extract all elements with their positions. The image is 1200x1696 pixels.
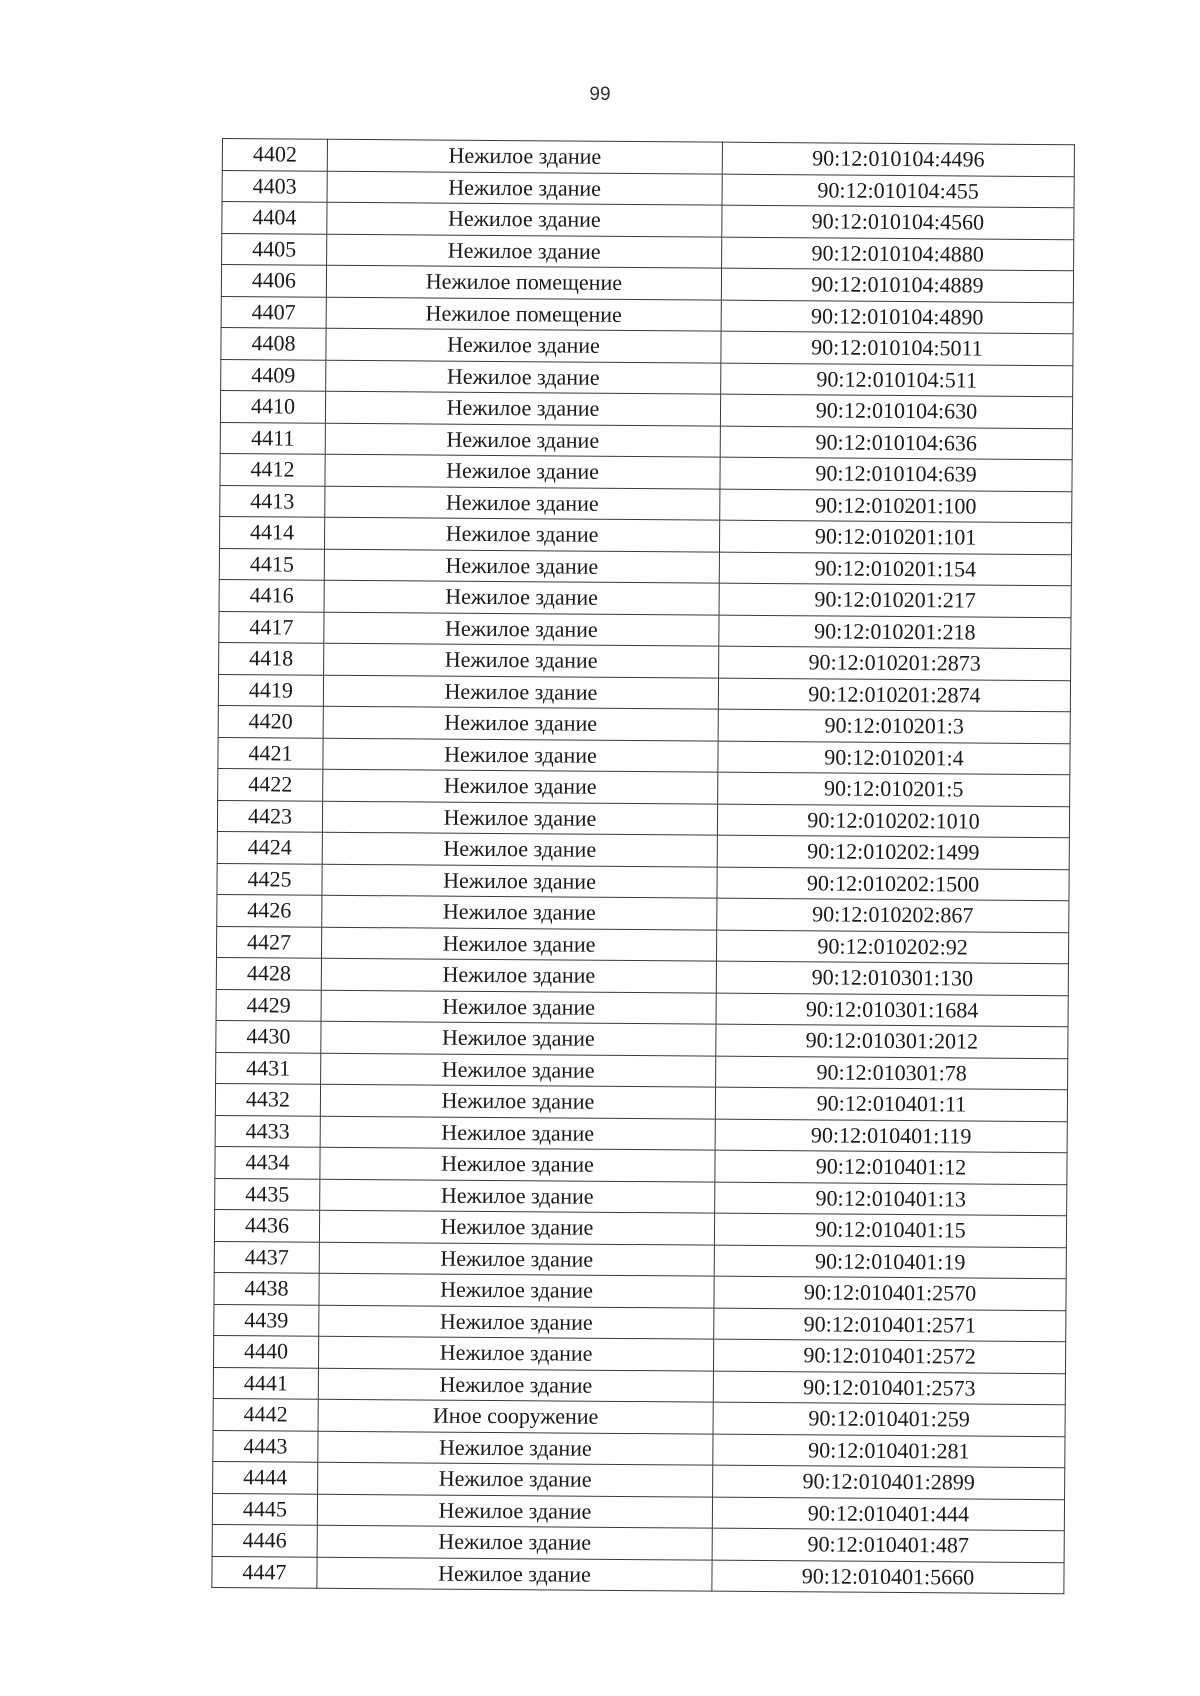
object-type-cell: Нежилое здание [318,1431,713,1465]
row-number-cell: 4429 [216,989,321,1021]
row-number-cell: 4437 [214,1241,319,1273]
object-type-cell: Нежилое здание [321,1053,716,1087]
cadastral-number-cell: 90:12:010104:639 [720,457,1072,491]
object-type-cell: Нежилое здание [322,832,717,866]
cadastral-number-cell: 90:12:010401:19 [714,1245,1066,1279]
cadastral-number-cell: 90:12:010202:92 [716,930,1068,964]
object-type-cell: Иное сооружение [318,1399,713,1433]
cadastral-number-cell: 90:12:010301:1684 [716,993,1068,1027]
row-number-cell: 4413 [220,485,325,517]
row-number-cell: 4430 [216,1020,321,1052]
cadastral-number-cell: 90:12:010201:218 [719,615,1071,649]
cadastral-number-cell: 90:12:010104:4880 [722,237,1074,271]
row-number-cell: 4444 [213,1461,318,1493]
object-type-cell: Нежилое здание [320,1147,715,1181]
object-type-cell: Нежилое здание [317,1494,712,1528]
object-type-cell: Нежилое здание [319,1210,714,1244]
object-type-cell: Нежилое здание [323,706,718,740]
row-number-cell: 4431 [216,1052,321,1084]
cadastral-number-cell: 90:12:010301:78 [716,1056,1068,1090]
cadastral-number-cell: 90:12:010201:101 [719,520,1071,554]
row-number-cell: 4411 [220,422,325,454]
object-type-cell: Нежилое здание [319,1242,714,1276]
row-number-cell: 4432 [215,1083,320,1115]
row-number-cell: 4418 [219,642,324,674]
row-number-cell: 4419 [218,674,323,706]
row-number-cell: 4425 [217,863,322,895]
object-type-cell: Нежилое здание [321,927,716,961]
cadastral-number-cell: 90:12:010201:100 [720,489,1072,523]
cadastral-number-cell: 90:12:010202:1500 [717,867,1069,901]
row-number-cell: 4415 [219,548,324,580]
row-number-cell: 4412 [220,453,325,485]
cadastral-number-cell: 90:12:010201:154 [719,552,1071,586]
cadastral-number-cell: 90:12:010201:2874 [718,678,1070,712]
cadastral-number-cell: 90:12:010202:1010 [717,804,1069,838]
cadastral-number-cell: 90:12:010401:2572 [713,1339,1065,1373]
cadastral-number-cell: 90:12:010104:5011 [721,331,1073,365]
cadastral-number-cell: 90:12:010201:217 [719,583,1071,617]
object-type-cell: Нежилое здание [320,1116,715,1150]
table-row [212,1556,1064,1594]
object-type-cell: Нежилое здание [318,1368,713,1402]
cadastral-number-cell: 90:12:010401:119 [715,1119,1067,1153]
cadastral-number-cell: 90:12:010104:630 [720,394,1072,428]
row-number-cell: 4434 [215,1146,320,1178]
object-type-cell: Нежилое здание [318,1336,713,1370]
object-type-cell: Нежилое помещение [326,265,721,299]
cadastral-number-cell: 90:12:010104:4889 [721,268,1073,302]
row-number-cell: 4435 [215,1178,320,1210]
object-type-cell: Нежилое здание [324,643,719,677]
object-type-cell: Нежилое здание [325,454,720,488]
object-type-cell: Нежилое здание [317,1525,712,1559]
row-number-cell: 4409 [221,359,326,391]
cadastral-number-cell: 90:12:010201:2873 [719,646,1071,680]
cadastral-number-cell: 90:12:010104:511 [721,363,1073,397]
row-number-cell: 4402 [222,139,327,171]
row-number-cell: 4414 [219,516,324,548]
object-type-cell: Нежилое здание [325,423,720,457]
cadastral-number-cell: 90:12:010201:3 [718,709,1070,743]
cadastral-number-cell: 90:12:010401:12 [715,1150,1067,1184]
cadastral-number-cell: 90:12:010401:2570 [714,1276,1066,1310]
object-type-cell: Нежилое здание [327,139,722,173]
cadastral-number-cell: 90:12:010202:867 [717,898,1069,932]
row-number-cell: 4436 [214,1209,319,1241]
cadastral-number-cell: 90:12:010301:2012 [716,1024,1068,1058]
row-number-cell: 4407 [221,296,326,328]
object-type-cell: Нежилое здание [323,769,718,803]
cadastral-number-cell: 90:12:010104:4560 [722,205,1074,239]
object-type-cell: Нежилое здание [327,171,722,205]
object-type-cell: Нежилое здание [324,580,719,614]
object-type-cell: Нежилое здание [319,1305,714,1339]
cadastral-number-cell: 90:12:010401:259 [713,1402,1065,1436]
object-type-cell: Нежилое здание [322,864,717,898]
cadastral-number-cell: 90:12:010201:4 [718,741,1070,775]
row-number-cell: 4445 [212,1493,317,1525]
row-number-cell: 4441 [213,1367,318,1399]
row-number-cell: 4442 [213,1398,318,1430]
row-number-cell: 4410 [220,390,325,422]
row-number-cell: 4424 [217,831,322,863]
row-number-cell: 4440 [213,1335,318,1367]
object-type-cell: Нежилое здание [320,1179,715,1213]
cadastral-number-cell: 90:12:010401:2573 [713,1371,1065,1405]
row-number-cell: 4439 [214,1304,319,1336]
row-number-cell: 4422 [218,768,323,800]
object-type-cell: Нежилое здание [318,1462,713,1496]
cadastral-number-cell: 90:12:010401:281 [713,1434,1065,1468]
object-type-cell: Нежилое здание [327,234,722,268]
row-number-cell: 4406 [221,265,326,297]
cadastral-number-cell: 90:12:010401:5660 [712,1560,1064,1594]
object-type-cell: Нежилое здание [324,549,719,583]
cadastral-number-cell: 90:12:010401:15 [714,1213,1066,1247]
registry-table [211,138,1075,1594]
object-type-cell: Нежилое здание [326,328,721,362]
row-number-cell: 4428 [216,957,321,989]
cadastral-number-cell: 90:12:010401:487 [712,1528,1064,1562]
cadastral-number-cell: 90:12:010104:455 [722,174,1074,208]
object-type-cell: Нежилое здание [326,360,721,394]
object-type-cell: Нежилое здание [327,202,722,236]
row-number-cell: 4426 [217,894,322,926]
cadastral-number-cell: 90:12:010401:11 [715,1087,1067,1121]
object-type-cell: Нежилое здание [324,517,719,551]
cadastral-number-cell: 90:12:010301:130 [716,961,1068,995]
row-number-cell: 4443 [213,1430,318,1462]
object-type-cell: Нежилое здание [322,801,717,835]
object-type-cell: Нежилое здание [321,990,716,1024]
cadastral-number-cell: 90:12:010202:1499 [717,835,1069,869]
object-type-cell: Нежилое здание [323,738,718,772]
object-type-cell: Нежилое здание [322,895,717,929]
page-number: 99 [589,84,611,105]
row-number-cell: 4416 [219,579,324,611]
registry-table-body [212,139,1075,1594]
row-number-cell: 4438 [214,1272,319,1304]
row-number-cell: 4417 [219,611,324,643]
row-number-cell: 4420 [218,705,323,737]
row-number-cell: 4403 [222,170,327,202]
row-number-cell: 4446 [212,1524,317,1556]
object-type-cell: Нежилое здание [324,612,719,646]
object-type-cell: Нежилое помещение [326,297,721,331]
cadastral-number-cell: 90:12:010104:4890 [721,300,1073,334]
object-type-cell: Нежилое здание [321,1021,716,1055]
object-type-cell: Нежилое здание [325,486,720,520]
object-type-cell: Нежилое здание [317,1557,712,1591]
row-number-cell: 4427 [216,926,321,958]
row-number-cell: 4404 [222,202,327,234]
cadastral-number-cell: 90:12:010401:2571 [714,1308,1066,1342]
cadastral-number-cell: 90:12:010401:2899 [713,1465,1065,1499]
object-type-cell: Нежилое здание [320,1084,715,1118]
row-number-cell: 4408 [221,327,326,359]
object-type-cell: Нежилое здание [321,958,716,992]
object-type-cell: Нежилое здание [319,1273,714,1307]
row-number-cell: 4423 [217,800,322,832]
cadastral-number-cell: 90:12:010104:636 [720,426,1072,460]
cadastral-number-cell: 90:12:010401:13 [715,1182,1067,1216]
object-type-cell: Нежилое здание [325,391,720,425]
row-number-cell: 4447 [212,1556,317,1588]
cadastral-number-cell: 90:12:010401:444 [712,1497,1064,1531]
cadastral-number-cell: 90:12:010104:4496 [722,142,1074,176]
row-number-cell: 4405 [222,233,327,265]
object-type-cell: Нежилое здание [323,675,718,709]
row-number-cell: 4421 [218,737,323,769]
cadastral-number-cell: 90:12:010201:5 [718,772,1070,806]
row-number-cell: 4433 [215,1115,320,1147]
